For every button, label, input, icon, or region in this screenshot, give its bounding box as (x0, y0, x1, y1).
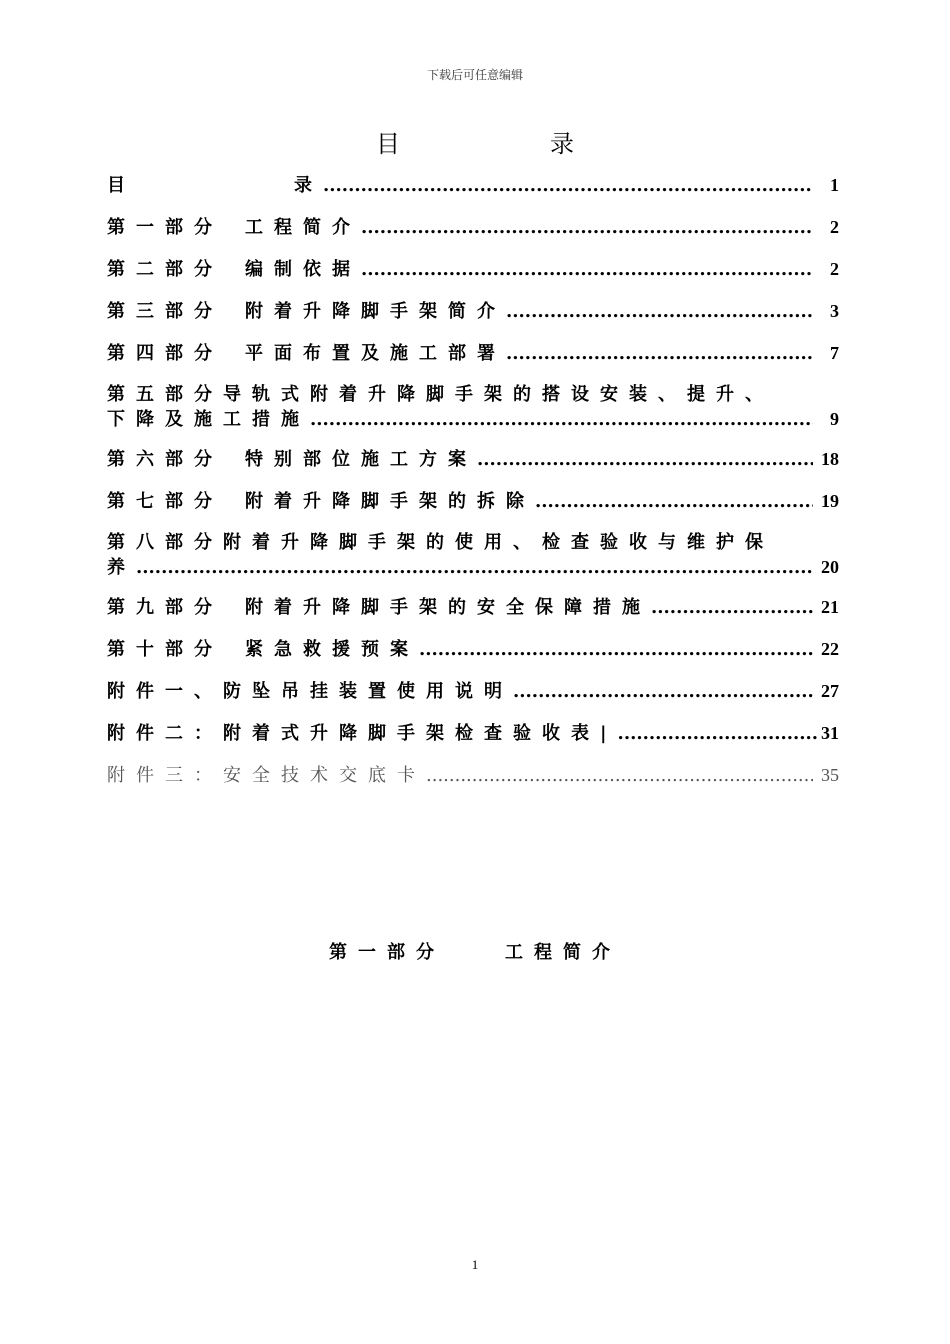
toc-entry-page: 21 (821, 597, 839, 617)
toc-entry-page: 1 (830, 175, 839, 195)
toc-leader (535, 489, 813, 515)
toc-entry-page: 18 (821, 449, 839, 469)
toc-entry[interactable] (107, 594, 839, 636)
toc-leader (506, 299, 813, 325)
toc-entry-page: 20 (821, 557, 839, 577)
toc-entry[interactable] (107, 636, 839, 678)
toc-entry-part: 第八部分 (107, 532, 223, 553)
section-title: 工程简介 (505, 942, 621, 963)
toc-entry-page: 31 (821, 723, 839, 743)
toc-entry-title: 附着升降脚手架的安全保障措施 (245, 597, 651, 618)
toc-entry-title: 附着升降脚手架的拆除 (245, 491, 535, 512)
toc-entry-title: 录 (294, 175, 323, 196)
toc-entry-part: 目 (107, 175, 136, 196)
toc-entry-title: 特别部位施工方案 (245, 449, 477, 470)
toc-entry-part: 附件一、 (107, 681, 223, 702)
toc-leader (419, 637, 813, 663)
toc-entry-page: 2 (830, 217, 839, 237)
toc-entry-part: 第六部分 (107, 449, 223, 470)
page-header: 下载后可任意编辑 (426, 68, 523, 82)
toc-leader (323, 173, 813, 199)
toc-entry-page: 22 (821, 639, 839, 659)
toc-entry[interactable] (107, 530, 839, 594)
toc-entry-title: 防坠吊挂装置使用说明 (223, 681, 513, 702)
toc-entry-title: 附着升降脚手架的使用、检查验收与维护保 (223, 532, 774, 553)
toc-entry-page: 9 (830, 409, 839, 429)
toc-entry[interactable] (107, 172, 839, 214)
section-heading (0, 938, 950, 964)
toc-entry-part: 第十部分 (107, 639, 223, 660)
toc-leader (361, 215, 813, 241)
toc-entry-part: 附件三： (107, 765, 223, 786)
toc-entry-title: 平面布置及施工部署 (245, 343, 506, 364)
toc-leader (513, 679, 813, 705)
toc-leader (477, 447, 813, 473)
toc-title (0, 124, 950, 159)
table-of-contents (107, 172, 839, 804)
page-number: 1 (471, 1257, 479, 1272)
toc-leader (618, 721, 819, 747)
toc-entry[interactable] (107, 256, 839, 298)
toc-entry-part: 第一部分 (107, 217, 223, 238)
toc-entry-title: 编制依据 (245, 259, 361, 280)
toc-entry[interactable] (107, 678, 839, 720)
toc-entry-part: 第四部分 (107, 343, 223, 364)
toc-entry-part: 附件二： (107, 723, 223, 744)
toc-leader (136, 555, 813, 581)
toc-entry[interactable] (107, 446, 839, 488)
toc-entry-title: 附着式升降脚手架检查验收表| (223, 723, 618, 744)
toc-leader (651, 595, 813, 621)
toc-entry[interactable] (107, 340, 839, 382)
toc-title-right: 录 (550, 130, 574, 158)
toc-entry[interactable] (107, 298, 839, 340)
toc-entry[interactable] (107, 720, 839, 762)
toc-entry-page: 3 (830, 301, 839, 321)
toc-entry-page: 27 (821, 681, 839, 701)
toc-entry-title: 附着升降脚手架简介 (245, 301, 506, 322)
toc-entry[interactable] (107, 488, 839, 530)
toc-entry-title-cont: 养 (107, 557, 136, 578)
toc-entry-page: 2 (830, 259, 839, 279)
toc-entry-title: 导轨式附着升降脚手架的搭设安装、提升、 (223, 384, 774, 405)
toc-entry-title: 安全技术交底卡 (223, 765, 426, 786)
toc-entry-part: 第二部分 (107, 259, 223, 280)
toc-leader (310, 407, 813, 433)
toc-entry-part: 第三部分 (107, 301, 223, 322)
toc-leader (426, 763, 813, 789)
toc-leader (506, 341, 813, 367)
toc-entry-title: 工程简介 (245, 217, 361, 238)
toc-title-left: 目 (376, 130, 400, 158)
toc-entry[interactable] (107, 214, 839, 256)
toc-leader (361, 257, 813, 283)
toc-entry-title: 紧急救援预案 (245, 639, 419, 660)
section-part: 第一部分 (329, 942, 445, 963)
toc-entry-page: 19 (821, 491, 839, 511)
toc-entry[interactable] (107, 382, 839, 446)
toc-entry-part: 第九部分 (107, 597, 223, 618)
toc-entry-part: 第五部分 (107, 384, 223, 405)
toc-entry-part: 第七部分 (107, 491, 223, 512)
toc-entry-page: 7 (830, 343, 839, 363)
toc-entry-title-cont: 下降及施工措施 (107, 409, 310, 430)
toc-entry-page: 35 (821, 765, 839, 785)
toc-entry[interactable] (107, 762, 839, 804)
